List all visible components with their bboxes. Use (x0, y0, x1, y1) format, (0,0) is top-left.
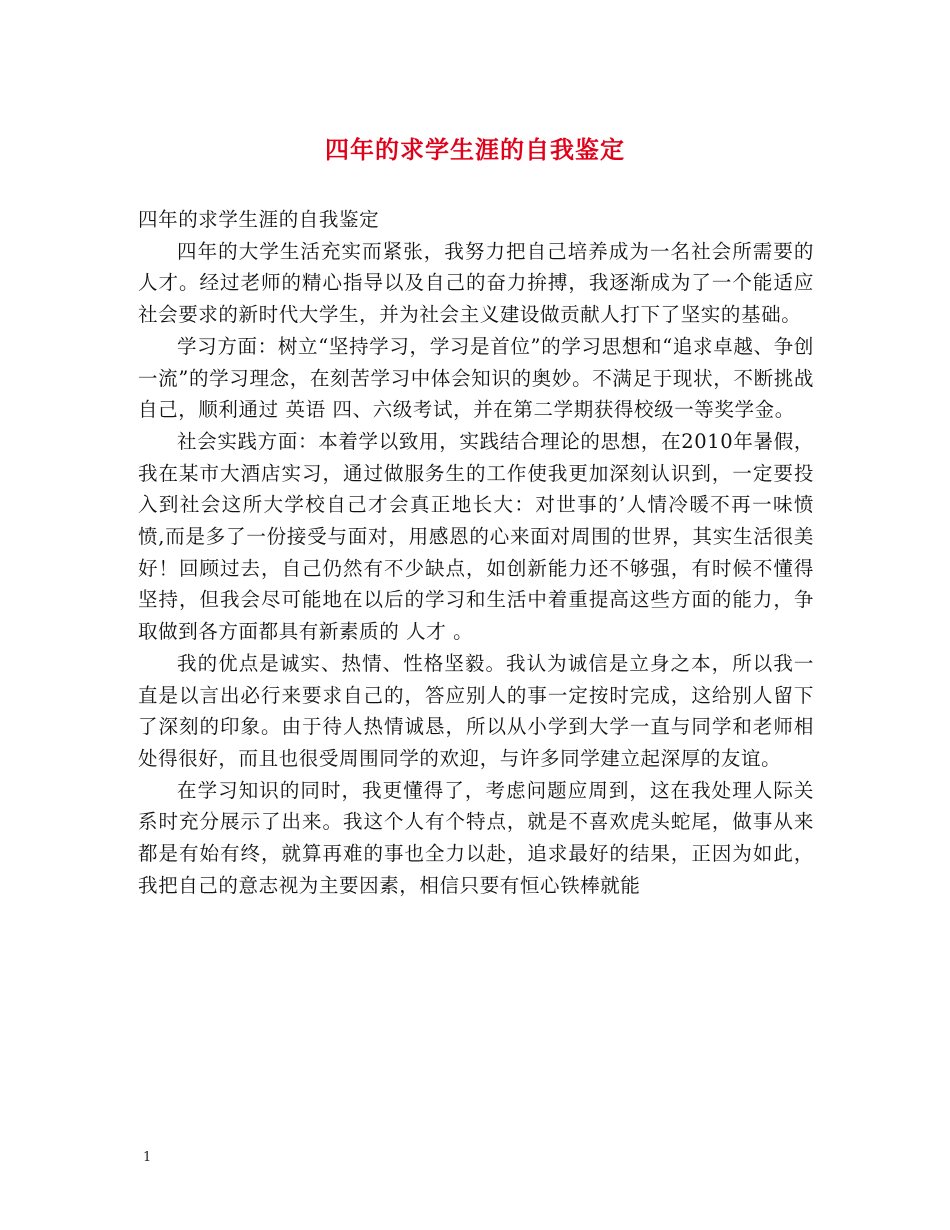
paragraph-relationships: 在学习知识的同时，我更懂得了，考虑问题应周到，这在我处理人际关系时充分展示了出来。我这个人有个特点，就是不喜欢虎头蛇尾，做事从来都是有始有终，就算再难的事也全力以赴，追求最好的结果，正因为如此，我把自己的意志视为主要因素，相信只要有恒心铁棒就能 (138, 778, 814, 897)
paragraph-intro: 四年的大学生活充实而紧张，我努力把自己培养成为一名社会所需要的人才。经过老师的精心指导以及自己的奋力拚搏，我逐渐成为了一个能适应社会要求的新时代大学生，并为社会主义建设做贡献人打下了坚实的基础。 (138, 239, 814, 327)
paragraph-study: 学习方面：树立“坚持学习，学习是首位”的学习思想和“追求卓越、争创一流”的学习理念，在刻苦学习中体会知识的奥妙。不满足于现状，不断挑战自己，顺利通过 英语 四、六级考试，并在第二学期获得校级一等奖学金。 (138, 334, 814, 422)
paragraph-strengths: 我的优点是诚实、热情、性格坚毅。我认为诚信是立身之本，所以我一直是以言出必行来要求自己的，答应别人的事一定按时完成，这给别人留下了深刻的印象。由于待人热情诚恳，所以从小学到大学一直与同学和老师相处得很好，而且也很受周围同学的欢迎，与许多同学建立起深厚的友谊。 (138, 651, 814, 770)
page-number: 1 (143, 1150, 152, 1165)
paragraph-practice: 社会实践方面：本着学以致用，实践结合理论的思想，在2010年暑假，我在某市大酒店实习，通过做服务生的工作使我更加深刻认识到，一定要投入到社会这所大学校自己才会真正地长大：对世事的’人情冷暖不再一味愤愤,而是多了一份接受与面对，用感恩的心来面对周围的世界，其实生活很美好！回顾过去，自己仍然有不少缺点，如创新能力还不够强，有时候不懂得坚持，但我会尽可能地在以后的学习和生活中着重提高这些方面的能力，争取做到各方面都具有新素质的 人才 。 (138, 429, 814, 644)
document-subtitle: 四年的求学生涯的自我鉴定 (138, 208, 380, 231)
document-body (138, 204, 814, 901)
document-title: 四年的求学生涯的自我鉴定 (325, 135, 625, 164)
